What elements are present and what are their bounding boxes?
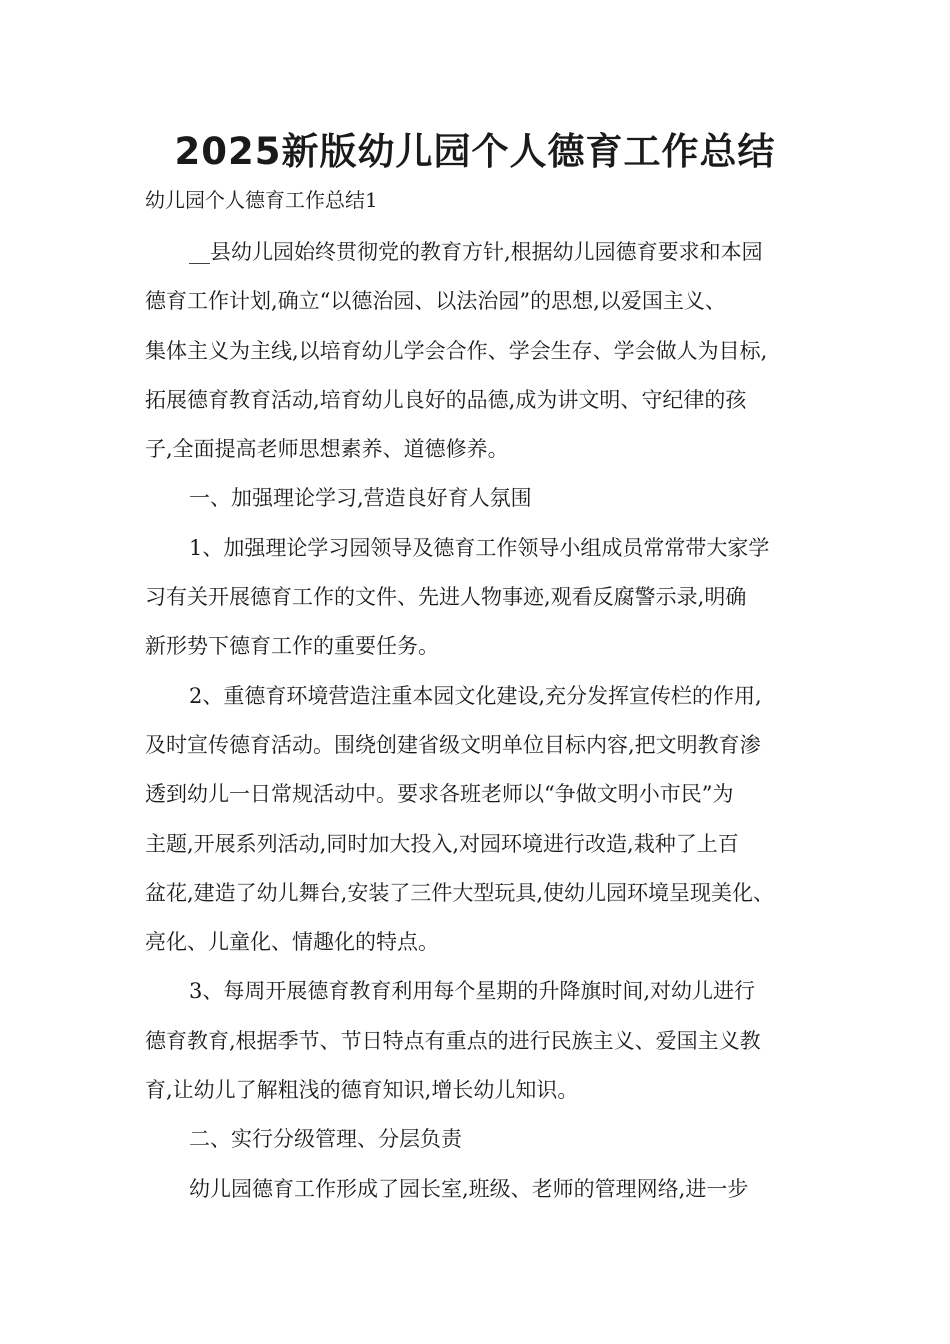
text-line: 及时宣传德育活动。围绕创建省级文明单位目标内容,把文明教育渗 <box>145 732 761 757</box>
document-title: 2025新版幼儿园个人德育工作总结 <box>174 130 776 173</box>
text-line: 1、加强理论学习园领导及德育工作领导小组成员常常带大家学 <box>189 535 770 560</box>
text-line: 主题,开展系列活动,同时加大投入,对园环境进行改造,栽种了上百 <box>145 831 739 856</box>
text-line: 盆花,建造了幼儿舞台,安装了三件大型玩具,使幼儿园环境呈现美化、 <box>145 880 775 905</box>
section-heading: 一、加强理论学习,营造良好育人氛围 <box>189 486 532 511</box>
text-line: 3、每周开展德育教育利用每个星期的升降旗时间,对幼儿进行 <box>189 979 756 1004</box>
text-line: 育,让幼儿了解粗浅的德育知识,增长幼儿知识。 <box>145 1078 579 1103</box>
text-line: 集体主义为主线,以培育幼儿学会合作、学会生存、学会做人为目标, <box>145 338 768 363</box>
text-line: 2、重德育环境营造注重本园文化建设,充分发挥宣传栏的作用, <box>189 683 762 708</box>
text-line: __县幼儿园始终贯彻党的教育方针,根据幼儿园德育要求和本园 <box>189 240 763 264</box>
text-line: 幼儿园德育工作形成了园长室,班级、老师的管理网络,进一步 <box>189 1176 749 1201</box>
section-heading: 二、实行分级管理、分层负责 <box>189 1127 462 1152</box>
text-line: 拓展德育教育活动,培育幼儿良好的品德,成为讲文明、守纪律的孩 <box>145 387 747 412</box>
document-body <box>145 228 825 1214</box>
section-subtitle: 幼儿园个人德育工作总结1 <box>145 188 378 212</box>
text-line: 透到幼儿一日常规活动中。要求各班老师以“争做文明小市民”为 <box>145 782 734 807</box>
text-line: 亮化、儿童化、情趣化的特点。 <box>145 930 439 955</box>
text-line: 子,全面提高老师思想素养、道德修养。 <box>145 437 509 462</box>
text-line: 德育工作计划,确立“以德治园、以法治园”的思想,以爱国主义、 <box>145 289 726 314</box>
text-line: 习有关开展德育工作的文件、先进人物事迹,观看反腐警示录,明确 <box>145 585 747 610</box>
text-line: 德育教育,根据季节、节日特点有重点的进行民族主义、爱国主义教 <box>145 1028 761 1053</box>
text-line: 新形势下德育工作的重要任务。 <box>145 634 439 659</box>
